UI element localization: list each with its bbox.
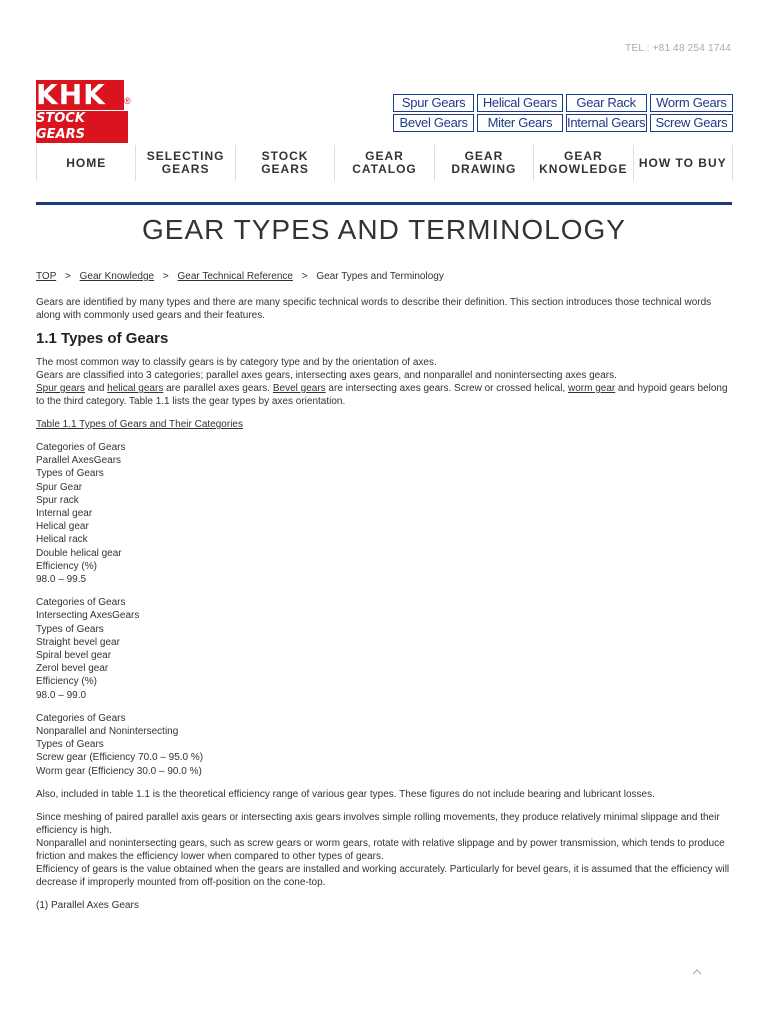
quick-link-spur-gears[interactable]: Spur Gears: [393, 94, 474, 112]
breadcrumb: [36, 271, 444, 282]
nav-how-to-buy[interactable]: HOW TO BUY: [634, 145, 733, 181]
link-bevel-gears[interactable]: Bevel gears: [272, 383, 326, 394]
nav-stock-gears[interactable]: STOCK GEARS: [236, 145, 335, 181]
text-fragment: and hypoid gears belong to the third category. Table 1.1 lists the gear types by axes orientation.: [36, 383, 728, 407]
quick-links-row-2: [393, 114, 733, 132]
block-line: Screw gear (Efficiency 70.0 – 95.0 %): [36, 752, 204, 764]
text-fragment: and: [84, 383, 108, 394]
quick-link-bevel-gears[interactable]: Bevel Gears: [393, 114, 474, 132]
nav-selecting-gears[interactable]: SELECTING GEARS: [136, 145, 235, 181]
quick-links: [393, 94, 733, 134]
category-block-parallel: [36, 441, 732, 586]
nav-gear-catalog[interactable]: GEAR CATALOG: [335, 145, 434, 181]
block-line: Types of Gears: [36, 468, 104, 480]
block-line: Categories of Gears: [36, 442, 126, 453]
nav-gear-knowledge[interactable]: GEAR KNOWLEDGE: [534, 145, 633, 181]
text-fragment: are parallel axes gears.: [163, 383, 273, 394]
block-line: Spur Gear: [36, 481, 83, 493]
block-line: 98.0 – 99.0: [36, 689, 87, 701]
subsection-parallel-axes: (1) Parallel Axes Gears: [36, 899, 139, 911]
link-spur-gears[interactable]: Spur gears: [36, 383, 85, 394]
block-line: Categories of Gears: [36, 597, 126, 609]
efficiency-note: Also, included in table 1.1 is the theoretical efficiency range of various gear types. These figures do not include bearing and lubricant losses.: [36, 788, 655, 800]
breadcrumb-separator: >: [162, 271, 169, 282]
nav-home[interactable]: HOME: [37, 145, 136, 181]
breadcrumb-gear-technical-reference[interactable]: Gear Technical Reference: [177, 271, 293, 282]
block-line: 98.0 – 99.5: [36, 574, 87, 586]
efficiency-line-1: Since meshing of paired parallel axis gears or intersecting axis gears involves simple rolling movements, they produce relatively minimal slippage and their efficiency is high.: [36, 811, 720, 836]
block-line: Helical gear: [36, 521, 89, 533]
block-line: Spur rack: [36, 494, 79, 506]
block-line: Helical rack: [36, 534, 88, 546]
quick-link-gear-rack[interactable]: Gear Rack: [566, 94, 647, 112]
logo-stock-gears: STOCK GEARS: [36, 111, 128, 143]
breadcrumb-current: Gear Types and Terminology: [316, 271, 444, 282]
quick-link-internal-gears[interactable]: Internal Gears: [567, 115, 646, 130]
nav-gear-drawing[interactable]: GEAR DRAWING: [435, 145, 534, 181]
chevron-up-icon[interactable]: [692, 968, 700, 976]
block-line: Parallel AxesGears: [36, 455, 122, 467]
breadcrumb-separator: >: [301, 271, 308, 282]
quick-link-helical-gears[interactable]: Helical Gears: [477, 94, 562, 112]
efficiency-paragraph: [36, 811, 732, 889]
block-line: Double helical gear: [36, 547, 122, 559]
block-line: Efficiency (%): [36, 560, 97, 572]
quick-link-miter-gears[interactable]: Miter Gears: [477, 114, 562, 132]
block-line: Worm gear (Efficiency 30.0 – 90.0 %): [36, 765, 202, 777]
block-line: Internal gear: [36, 508, 93, 520]
category-block-nonparallel: [36, 712, 732, 778]
block-line: Efficiency (%): [36, 676, 97, 688]
classification-line-2: Gears are classified into 3 categories; parallel axes gears, intersecting axes gears, and nonparallel and nonintersecting axes gears.: [36, 370, 617, 381]
page-title: GEAR TYPES AND TERMINOLOGY: [142, 214, 626, 245]
classification-paragraph: [36, 356, 732, 408]
logo-khk: KHK: [36, 80, 124, 110]
section-heading: 1.1 Types of Gears: [36, 330, 169, 347]
block-line: Categories of Gears: [36, 712, 126, 724]
breadcrumb-gear-knowledge[interactable]: Gear Knowledge: [79, 271, 155, 282]
quick-links-row-1: [393, 94, 733, 112]
nav-divider: [36, 202, 732, 205]
efficiency-line-2: Nonparallel and nonintersecting gears, such as screw gears or worm gears, rotate with relative slippage and by power transmission, which tends to produce friction and makes the efficiency lower when compared to other types of gears.: [36, 837, 725, 862]
category-block-intersecting: [36, 596, 732, 702]
efficiency-line-3: Efficiency of gears is the value obtained when the gears are installed and working accurately. Particularly for bevel gears, it is assumed that the efficiency will decrease if improperly mounted from off-position on the cone-top.: [36, 863, 730, 888]
block-line: Nonparallel and Nonintersecting: [36, 726, 179, 738]
telephone: TEL : +81 48 254 1744: [625, 43, 731, 54]
table-caption: Table 1.1 Types of Gears and Their Categories: [36, 419, 243, 430]
link-helical-gears[interactable]: helical gears: [107, 383, 164, 394]
logo-registered: ®: [124, 96, 131, 106]
text-fragment: are intersecting axes gears. Screw or crossed helical,: [325, 383, 568, 394]
block-line: Intersecting AxesGears: [36, 610, 140, 622]
khk-logo[interactable]: [36, 78, 132, 142]
main-nav: [36, 145, 733, 181]
breadcrumb-separator: >: [64, 271, 71, 282]
quick-link-screw-gears[interactable]: Screw Gears: [650, 114, 733, 132]
quick-link-worm-gears[interactable]: Worm Gears: [650, 94, 733, 112]
link-worm-gear[interactable]: worm gear: [568, 383, 616, 394]
article-content: [36, 296, 732, 922]
block-line: Types of Gears: [36, 739, 104, 751]
classification-line-1: The most common way to classify gears is by category type and by the orientation of axes.: [36, 357, 437, 368]
breadcrumb-top[interactable]: TOP: [36, 271, 57, 282]
block-line: Types of Gears: [36, 623, 104, 635]
block-line: Straight bevel gear: [36, 636, 120, 648]
block-line: Spiral bevel gear: [36, 650, 112, 662]
intro-paragraph: Gears are identified by many types and there are many specific technical words to describe their definition. This section introduces those technical words along with commonly used gears and their features.: [36, 297, 712, 321]
block-line: Zerol bevel gear: [36, 663, 109, 675]
